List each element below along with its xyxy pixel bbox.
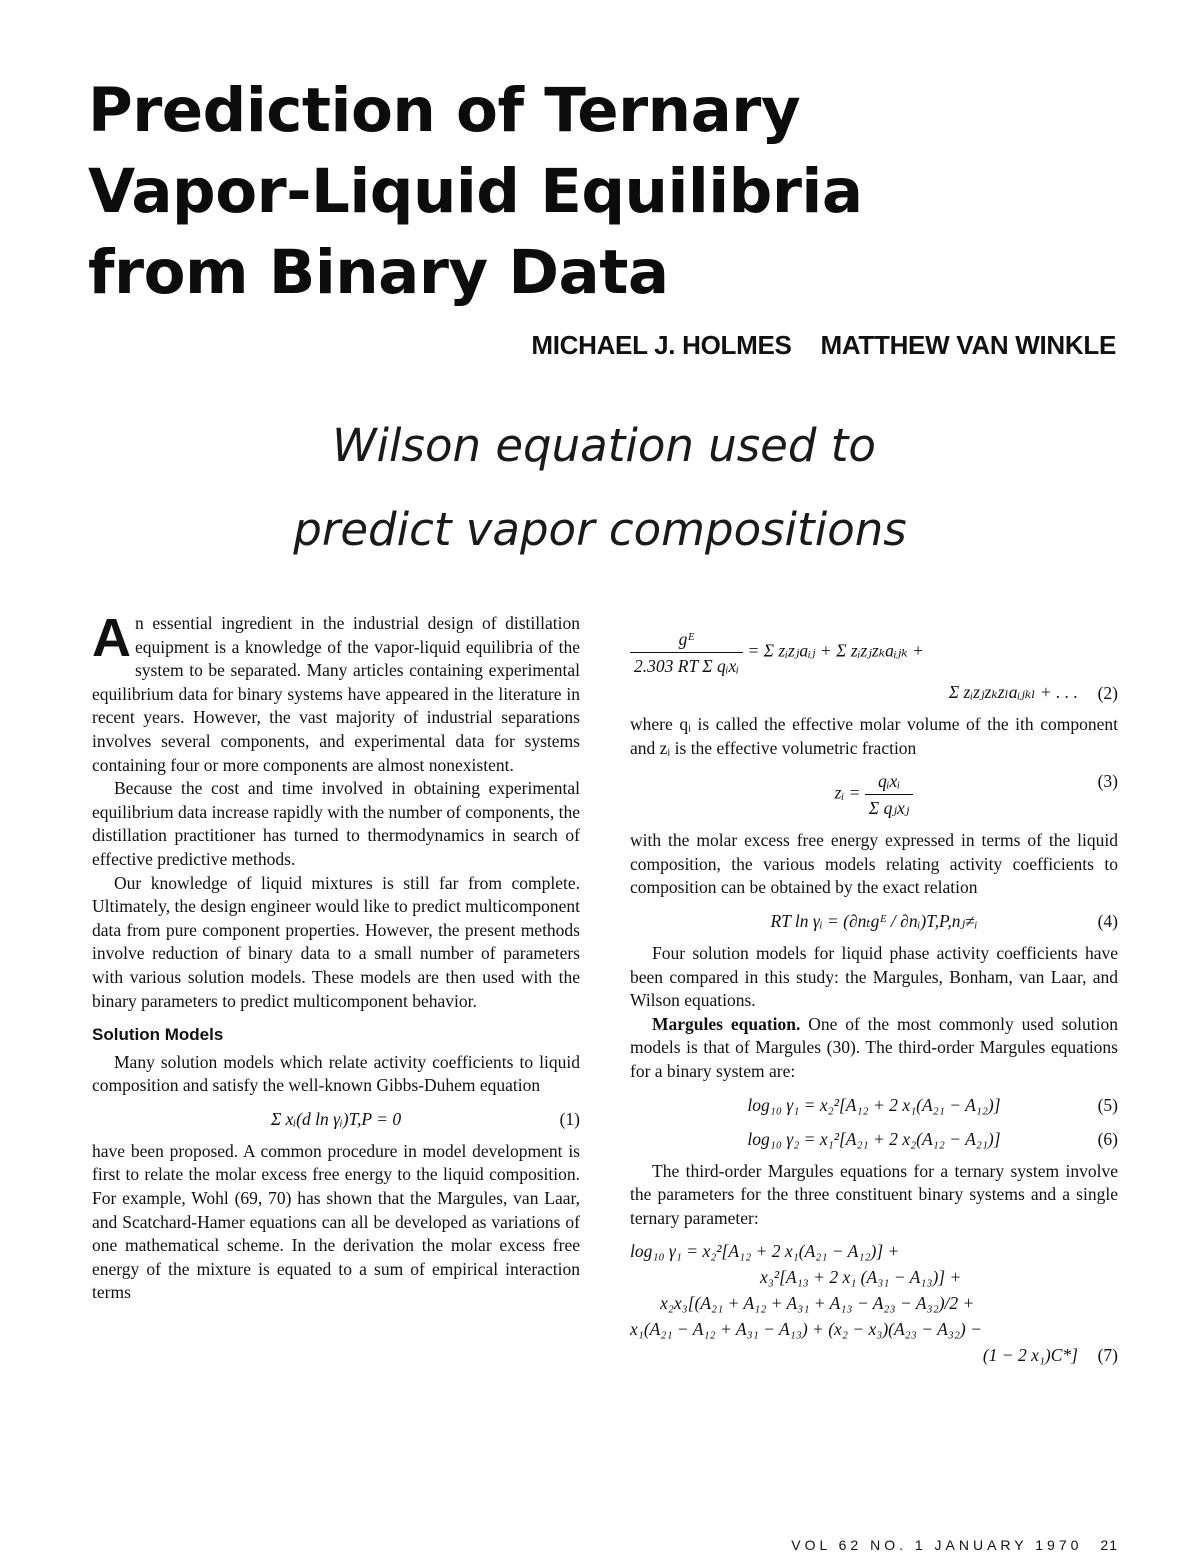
equation-line: log₁₀ γ₁ = x₂²[A₁₂ + 2 x₁(A₂₁ − A₁₂)] + bbox=[630, 1241, 900, 1262]
paragraph bbox=[630, 1013, 1118, 1084]
fraction-denominator: Σ qⱼxⱼ bbox=[868, 798, 910, 819]
author-1: MICHAEL J. HOLMES bbox=[531, 330, 792, 360]
paragraph: have been proposed. A common procedure in model development is first to relate the molar excess free energy to the liquid composition. For example, Wohl (69, 70) has shown that the Margules, van Laar, and Scatchard-Hamer equations can all be developed as variations of one mathematical scheme. In the derivation the molar excess free energy of the mixture is equated to a sum of empirical interaction terms bbox=[92, 1140, 580, 1303]
paragraph: Because the cost and time involved in obtaining experimental equilibrium data increase rapidly with the number of components, the distillation practitioner has turned to thermodynamics in search of effective predictive methods. bbox=[92, 778, 580, 869]
equation-1 bbox=[92, 1106, 580, 1132]
equation-number: (4) bbox=[1097, 910, 1118, 931]
runin-heading: Margules equation. bbox=[652, 1013, 801, 1034]
equation-3 bbox=[630, 768, 1118, 821]
equation-6 bbox=[630, 1126, 1118, 1152]
equation-7 bbox=[630, 1238, 1118, 1368]
paragraph: The third-order Margules equations for a ternary system involve the parameters for the three constituent binary systems and a single ternary parameter: bbox=[630, 1160, 1118, 1228]
subtitle-line-2: predict vapor compositions bbox=[293, 503, 907, 556]
paragraph-text: One of the most commonly used solution models is that of Margules (30). The third-order Margules equations for a binary system are: bbox=[630, 1013, 1118, 1081]
equation-lhs: zᵢ = bbox=[834, 782, 861, 803]
paragraph: where qᵢ is called the effective molar volume of the ith component and zᵢ is the effective volumetric fraction bbox=[630, 714, 1118, 758]
equation-line: Σ zᵢzⱼzₖzₗaᵢⱼₖₗ + . . . bbox=[948, 682, 1078, 702]
title-line-2: Vapor-Liquid Equilibria bbox=[88, 156, 863, 227]
equation-line: x₁(A₂₁ − A₁₂ + A₃₁ − A₁₃) + (x₂ − x₃)(A₂₃ − A₃₂) − bbox=[630, 1319, 982, 1340]
issue-info: VOL 62 NO. 1 JANUARY 1970 bbox=[791, 1537, 1083, 1553]
right-column bbox=[630, 618, 1118, 1376]
fraction-numerator: gᴱ bbox=[630, 626, 743, 653]
equation-body: Σ xᵢ(d ln γᵢ)T,P = 0 bbox=[270, 1108, 402, 1129]
drop-cap: A bbox=[92, 608, 131, 668]
equation-body: log₁₀ γ₂ = x₁²[A₂₁ + 2 x₂(A₁₂ − A₂₁)] bbox=[747, 1128, 1001, 1149]
equation-body: RT ln γᵢ = (∂nₜgᴱ / ∂nᵢ)T,P,nⱼ≠ᵢ bbox=[770, 910, 978, 931]
paragraph: with the molar excess free energy expressed in terms of the liquid composition, the various models relating activity coefficients to composition can be obtained by the exact relation bbox=[630, 830, 1118, 898]
equation-line: (1 − 2 x₁)C*] bbox=[982, 1345, 1078, 1366]
fraction bbox=[630, 626, 743, 679]
equation-number: (7) bbox=[1097, 1345, 1118, 1366]
author-2: MATTHEW VAN WINKLE bbox=[820, 330, 1116, 360]
paragraph: Our knowledge of liquid mixtures is still far from complete. Ultimately, the design engineer would like to predict multicomponent data from pure component properties. However, the present methods involve reduction of binary data to a small number of parameters with various solution models. These models are then used with the binary parameters to predict multicomponent behavior. bbox=[92, 872, 580, 1011]
intro-text: n essential ingredient in the industrial design of distillation equipment is a knowledge of the vapor-liquid equilibria of the system to be separated. Many articles containing experimental equilibrium data for binary systems have appeared in the literature in recent years. However, the vast majority of industrial separations involves several components, and experimental data for systems containing four or more components are almost nonexistent. bbox=[92, 613, 580, 775]
equation-body: log₁₀ γ₁ = x₂²[A₁₂ + 2 x₁(A₂₁ − A₁₂)] bbox=[747, 1094, 1001, 1115]
equation-number: (2) bbox=[1097, 683, 1118, 703]
equation-2 bbox=[630, 626, 1118, 705]
left-column bbox=[92, 608, 580, 1305]
equation-number: (6) bbox=[1097, 1128, 1118, 1149]
paragraph: Many solution models which relate activity coefficients to liquid composition and satisfy the well-known Gibbs-Duhem equation bbox=[92, 1051, 580, 1096]
equation-4 bbox=[630, 908, 1118, 934]
subtitle-line-1: Wilson equation used to bbox=[332, 419, 876, 472]
paragraph: Four solution models for liquid phase activity coefficients have been compared in this study: the Margules, Bonham, van Laar, and Wilson equations. bbox=[630, 942, 1118, 1011]
section-heading: Solution Models bbox=[92, 1025, 224, 1045]
equation-number: (5) bbox=[1097, 1094, 1118, 1115]
article-subtitle bbox=[0, 404, 1200, 572]
page-footer bbox=[791, 1537, 1118, 1553]
equation-rhs: = Σ zᵢzⱼaᵢⱼ + Σ zᵢzⱼzₖaᵢⱼₖ + bbox=[747, 640, 924, 661]
equation-5 bbox=[630, 1092, 1118, 1118]
fraction-denominator: 2.303 RT Σ qᵢxᵢ bbox=[634, 656, 740, 676]
article-title bbox=[88, 70, 863, 313]
authors bbox=[531, 330, 1116, 361]
equation-line: x₃²[A₁₃ + 2 x₁ (A₃₁ − A₁₃)] + bbox=[760, 1267, 962, 1288]
page-number: 21 bbox=[1100, 1537, 1118, 1553]
equation-line: x₂x₃[(A₂₁ + A₁₂ + A₃₁ + A₁₃ − A₂₃ − A₃₂)/2 + bbox=[660, 1293, 975, 1314]
title-line-3: from Binary Data bbox=[88, 237, 669, 308]
fraction-numerator: qᵢxᵢ bbox=[865, 768, 914, 795]
equation-number: (1) bbox=[559, 1108, 580, 1129]
equation-number: (3) bbox=[1097, 771, 1118, 792]
intro-paragraph bbox=[92, 608, 580, 777]
fraction bbox=[865, 768, 914, 821]
title-line-1: Prediction of Ternary bbox=[88, 75, 801, 146]
